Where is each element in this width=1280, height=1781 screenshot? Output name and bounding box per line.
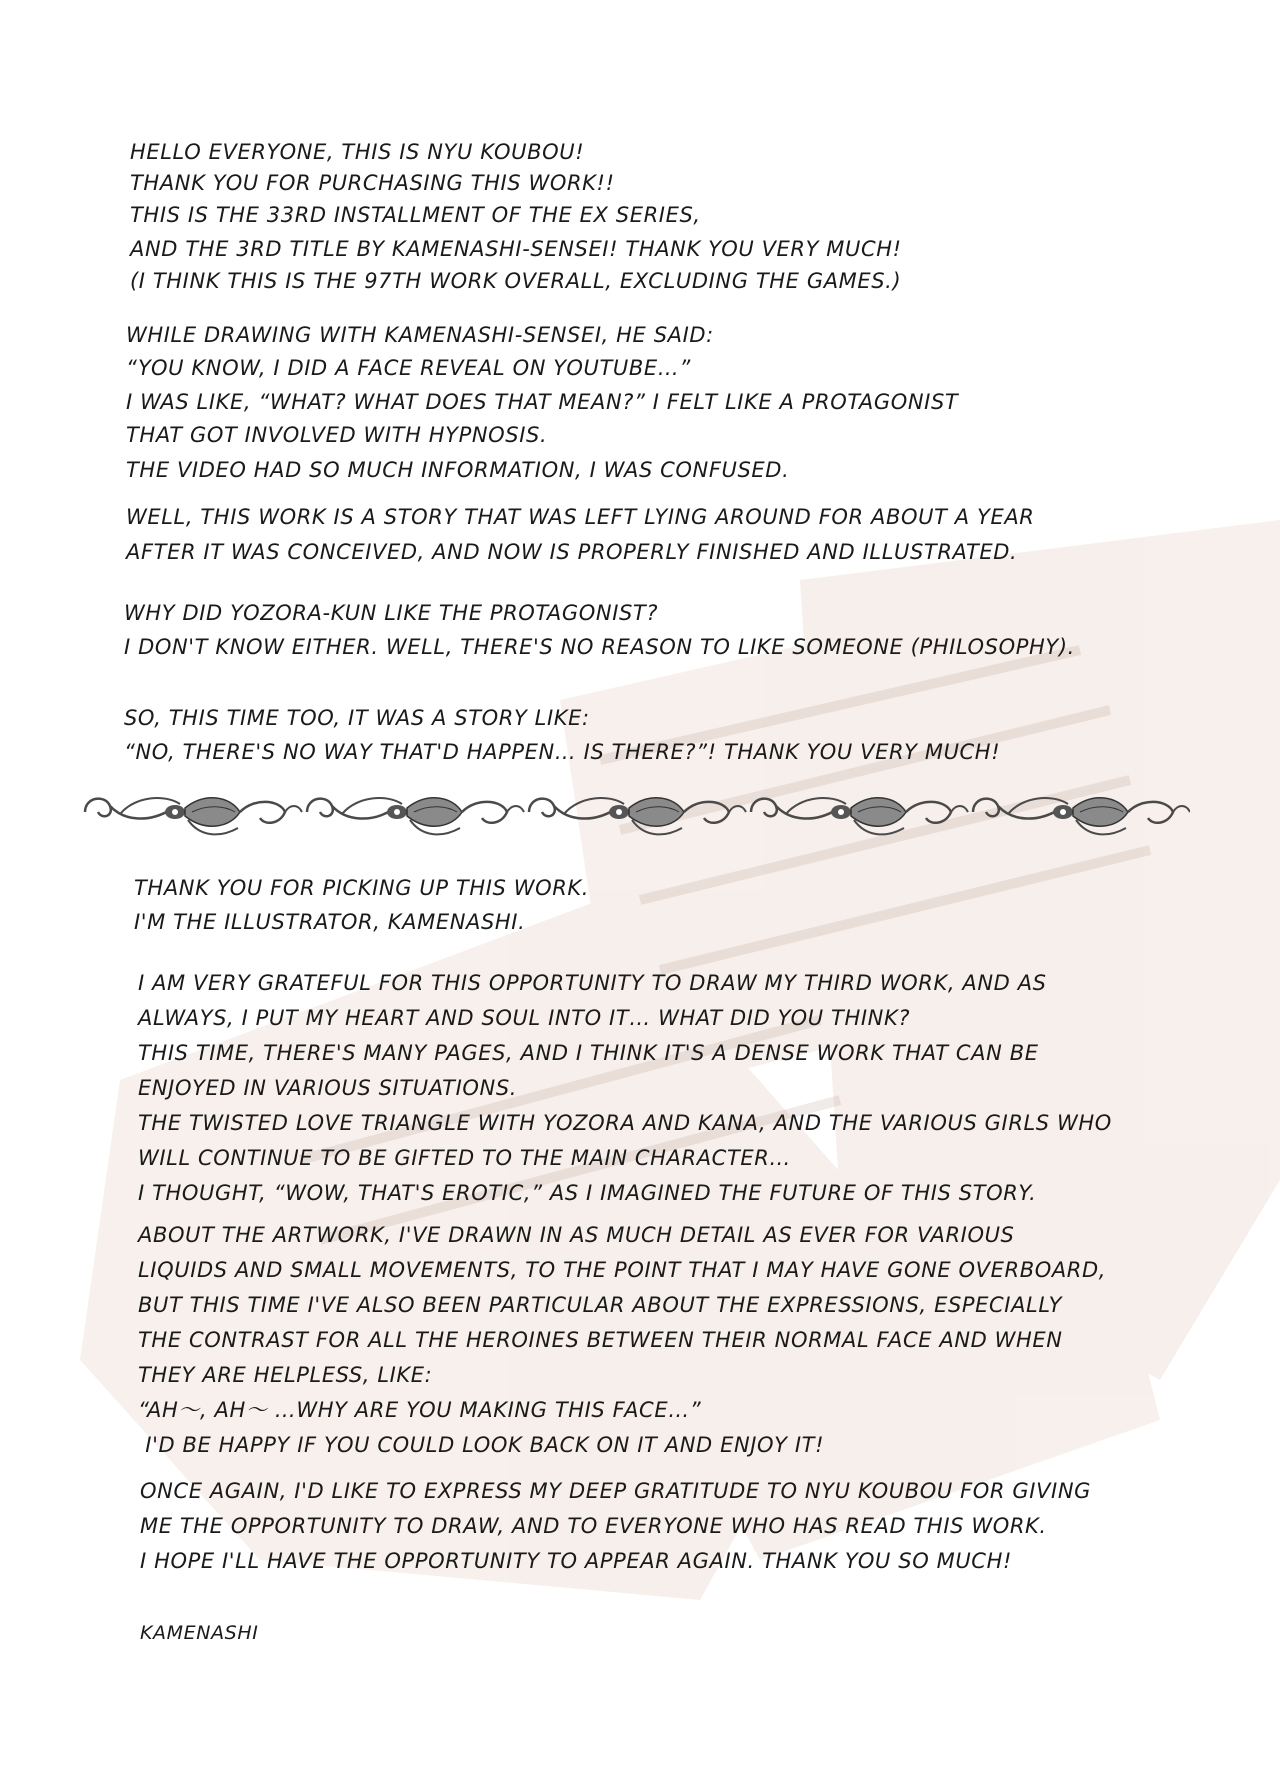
illustrator-note-line: ENJOYED IN VARIOUS SITUATIONS. — [138, 1076, 518, 1100]
publisher-note-line: WHILE DRAWING WITH KAMENASHI-SENSEI, HE SAID: — [126, 323, 714, 347]
publisher-note-line: I WAS LIKE, “WHAT? WHAT DOES THAT MEAN?” I FELT LIKE A PROTAGONIST — [126, 390, 959, 414]
illustrator-note-line: THEY ARE HELPLESS, LIKE: — [138, 1363, 433, 1387]
illustrator-note-line: THIS TIME, THERE'S MANY PAGES, AND I THINK IT'S A DENSE WORK THAT CAN BE — [138, 1041, 1039, 1065]
illustrator-note-line: I THOUGHT, “WOW, THAT'S EROTIC,” AS I IMAGINED THE FUTURE OF THIS STORY. — [138, 1181, 1037, 1205]
publisher-note-line: WELL, THIS WORK IS A STORY THAT WAS LEFT LYING AROUND FOR ABOUT A YEAR — [126, 505, 1035, 529]
illustrator-note-line: ONCE AGAIN, I'D LIKE TO EXPRESS MY DEEP GRATITUDE TO NYU KOUBOU FOR GIVING — [140, 1479, 1092, 1503]
publisher-note-line: THE VIDEO HAD SO MUCH INFORMATION, I WAS CONFUSED. — [126, 458, 790, 482]
illustrator-note-line: LIQUIDS AND SMALL MOVEMENTS, TO THE POINT THAT I MAY HAVE GONE OVERBOARD, — [138, 1258, 1107, 1282]
illustrator-signature: KAMENASHI — [140, 1622, 259, 1644]
illustrator-note-line: BUT THIS TIME I'VE ALSO BEEN PARTICULAR ABOUT THE EXPRESSIONS, ESPECIALLY — [138, 1293, 1063, 1317]
publisher-note-line: “NO, THERE'S NO WAY THAT'D HAPPEN… IS THERE?”! THANK YOU VERY MUCH! — [124, 740, 1001, 764]
illustrator-note-line: THE CONTRAST FOR ALL THE HEROINES BETWEEN THEIR NORMAL FACE AND WHEN — [138, 1328, 1063, 1352]
illustrator-note-line: ABOUT THE ARTWORK, I'VE DRAWN IN AS MUCH DETAIL AS EVER FOR VARIOUS — [138, 1223, 1015, 1247]
publisher-note-line: SO, THIS TIME TOO, IT WAS A STORY LIKE: — [124, 706, 590, 730]
publisher-note-line: (I THINK THIS IS THE 97TH WORK OVERALL, EXCLUDING THE GAMES.) — [130, 269, 902, 293]
ornamental-vine-divider-icon — [80, 782, 1190, 842]
illustrator-note-line: THE TWISTED LOVE TRIANGLE WITH YOZORA AND KANA, AND THE VARIOUS GIRLS WHO — [138, 1111, 1112, 1135]
publisher-note-line: AND THE 3RD TITLE BY KAMENASHI-SENSEI! THANK YOU VERY MUCH! — [130, 237, 902, 261]
illustrator-note-line: WILL CONTINUE TO BE GIFTED TO THE MAIN CHARACTER… — [138, 1146, 792, 1170]
publisher-note-line: “YOU KNOW, I DID A FACE REVEAL ON YOUTUBE…” — [126, 356, 691, 380]
illustrator-note-line: I AM VERY GRATEFUL FOR THIS OPPORTUNITY TO DRAW MY THIRD WORK, AND AS — [138, 971, 1047, 995]
publisher-note-line: AFTER IT WAS CONCEIVED, AND NOW IS PROPERLY FINISHED AND ILLUSTRATED. — [126, 540, 1018, 564]
publisher-note-line: THANK YOU FOR PURCHASING THIS WORK!! — [130, 171, 615, 195]
illustrator-note-line: I'M THE ILLUSTRATOR, KAMENASHI. — [134, 910, 526, 934]
illustrator-note-line: ME THE OPPORTUNITY TO DRAW, AND TO EVERYONE WHO HAS READ THIS WORK. — [140, 1514, 1047, 1538]
publisher-note-line: THIS IS THE 33RD INSTALLMENT OF THE EX SERIES, — [130, 203, 701, 227]
illustrator-note-line: THANK YOU FOR PICKING UP THIS WORK. — [134, 876, 590, 900]
illustrator-note-line: “AH～, AH～ …WHY ARE YOU MAKING THIS FACE…” — [138, 1398, 702, 1422]
publisher-note-line: HELLO EVERYONE, THIS IS NYU KOUBOU! — [130, 140, 585, 164]
illustrator-note-line: I'D BE HAPPY IF YOU COULD LOOK BACK ON IT AND ENJOY IT! — [138, 1433, 825, 1457]
publisher-note-line: I DON'T KNOW EITHER. WELL, THERE'S NO REASON TO LIKE SOMEONE (PHILOSOPHY). — [124, 635, 1075, 659]
illustrator-note-line: I HOPE I'LL HAVE THE OPPORTUNITY TO APPEAR AGAIN. THANK YOU SO MUCH! — [140, 1549, 1012, 1573]
illustrator-note-line: ALWAYS, I PUT MY HEART AND SOUL INTO IT… WHAT DID YOU THINK? — [138, 1006, 911, 1030]
publisher-note-line: WHY DID YOZORA-KUN LIKE THE PROTAGONIST? — [124, 601, 659, 625]
publisher-note-line: THAT GOT INVOLVED WITH HYPNOSIS. — [126, 423, 548, 447]
